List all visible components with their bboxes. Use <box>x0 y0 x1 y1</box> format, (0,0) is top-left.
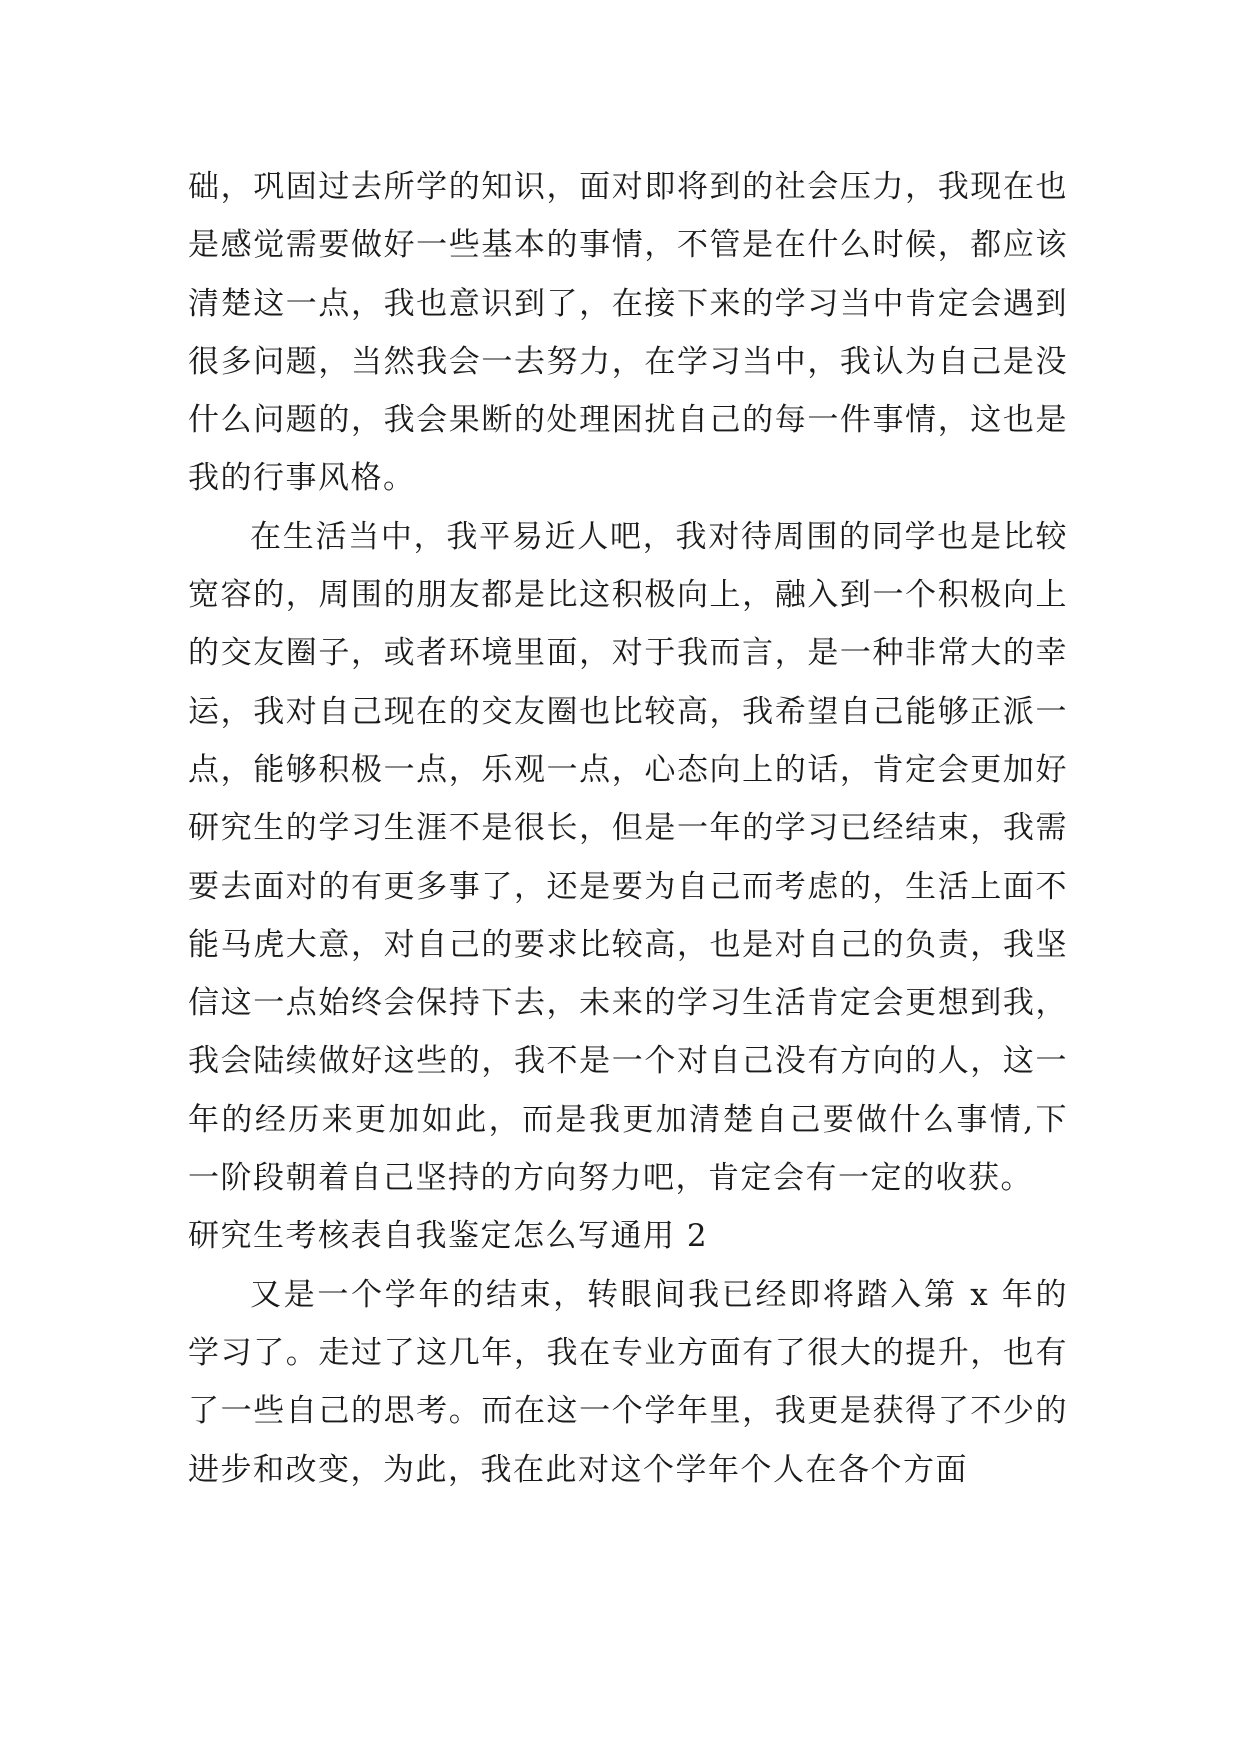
paragraph-continuation: 础，巩固过去所学的知识，面对即将到的社会压力，我现在也是感觉需要做好一些基本的事情，不管是在什么时候，都应该清楚这一点，我也意识到了，在接下来的学习当中肯定会遇到很多问题，当然我会一去努力，在学习当中，我认为自己是没什么问题的，我会果断的处理困扰自己的每一件事情，这也是我的行事风格。 <box>188 169 1068 497</box>
paragraph-section-2-intro: 又是一个学年的结束，转眼间我已经即将踏入第 x 年的学习了。走过了这几年，我在专业方面有了很大的提升，也有了一些自己的思考。而在这一个学年里，我更是获得了不少的进步和改变，为此，我在此对这个学年个人在各个方面 <box>188 1276 1068 1488</box>
paragraph-life: 在生活当中，我平易近人吧，我对待周围的同学也是比较宽容的，周围的朋友都是比这积极向上，融入到一个积极向上的交友圈子，或者环境里面，对于我而言，是一种非常大的幸运，我对自己现在的交友圈也比较高，我希望自己能够正派一点，能够积极一点，乐观一点，心态向上的话，肯定会更加好研究生的学习生涯不是很长，但是一年的学习已经结束，我需要去面对的有更多事了，还是要为自己而考虑的，生活上面不能马虎大意，对自己的要求比较高，也是对自己的负责，我坚信这一点始终会保持下去，未来的学习生活肯定会更想到我，我会陆续做好这些的，我不是一个对自己没有方向的人，这一年的经历来更加如此，而是我更加清楚自己要做什么事情,下一阶段朝着自己坚持的方向努力吧，肯定会有一定的收获。 <box>188 518 1068 1197</box>
document-body <box>188 158 1068 1499</box>
section-heading: 研究生考核表自我鉴定怎么写通用 2 <box>188 1218 709 1255</box>
